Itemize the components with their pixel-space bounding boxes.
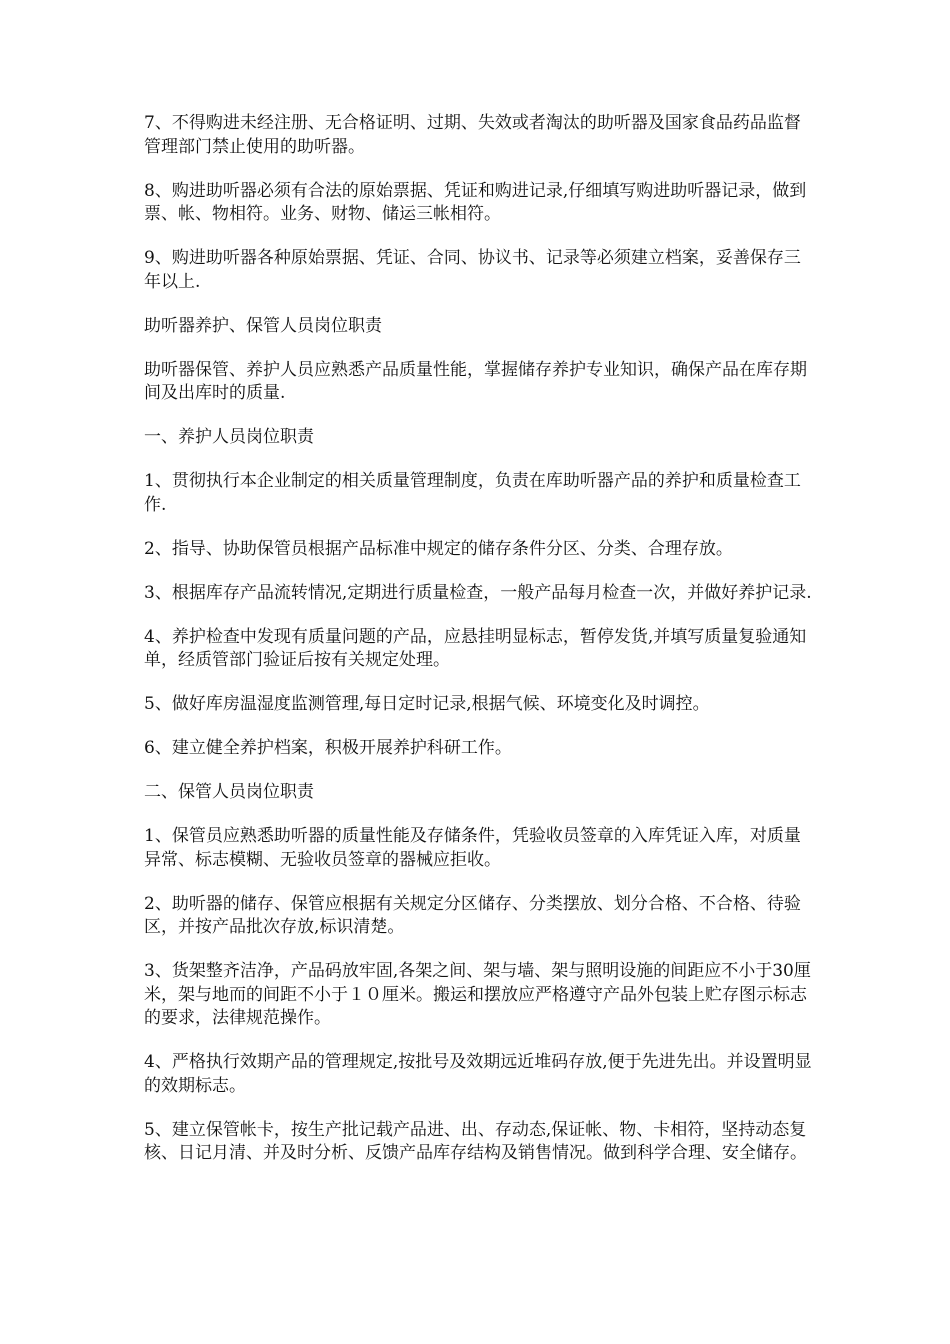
paragraph-custody-4: 4、严格执行效期产品的管理规定,按批号及效期远近堆码存放,便于先进先出。并设置明显的效期标志。 xyxy=(144,1052,812,1096)
paragraph-custody-5: 5、建立保管帐卡，按生产批记载产品进、出、存动态,保证帐、物、卡相符，坚持动态复核、日记月清、并及时分析、反馈产品库存结构及销售情况。做到科学合理、安全储存。 xyxy=(144,1119,807,1163)
document-page xyxy=(144,112,812,1186)
paragraph-maintenance-1: 1、贯彻执行本企业制定的相关质量管理制度，负责在库助听器产品的养护和质量检查工作. xyxy=(144,471,801,515)
paragraph-item-8-purchase-records: 8、购进助听器必须有合法的原始票据、凭证和购进记录,仔细填写购进助听器记录，做到票、帐、物相符。业务、财物、储运三帐相符。 xyxy=(144,180,807,224)
paragraph-maintenance-3: 3、根据库存产品流转情况,定期进行质量检查，一般产品每月检查一次，并做好养护记录. xyxy=(144,582,812,603)
paragraph-custody-3: 3、货架整齐洁净，产品码放牢固,各架之间、架与墙、架与照明设施的间距应不小于30厘米，架与地而的间距不小于１０厘米。搬运和摆放应严格遵守产品外包装上贮存图示标志的要求，法律规范操作。 xyxy=(144,961,811,1028)
paragraph-maintenance-4: 4、养护检查中发现有质量问题的产品，应悬挂明显标志，暂停发货,并填写质量复验通知单，经质管部门验证后按有关规定处理。 xyxy=(144,626,807,670)
section-heading-maintenance: 一、养护人员岗位职责 xyxy=(144,427,314,447)
paragraph-maintenance-6: 6、建立健全养护档案，积极开展养护科研工作。 xyxy=(144,738,512,758)
paragraph-custody-2: 2、助听器的储存、保管应根据有关规定分区储存、分类摆放、划分合格、不合格、待验区，并按产品批次存放,标识清楚。 xyxy=(144,893,801,937)
paragraph-maintenance-5: 5、做好库房温湿度监测管理,每日定时记录,根据气候、环境变化及时调控。 xyxy=(144,694,710,714)
section-heading-duties: 助听器养护、保管人员岗位职责 xyxy=(144,315,382,336)
paragraph-maintenance-2: 2、指导、协助保管员根据产品标准中规定的储存条件分区、分类、合理存放。 xyxy=(144,538,733,559)
paragraph-item-9-archive: 9、购进助听器各种原始票据、凭证、合同、协议书、记录等必须建立档案，妥善保存三年以上. xyxy=(144,248,801,292)
section-heading-custody: 二、保管人员岗位职责 xyxy=(144,782,314,802)
paragraph-intro: 助听器保管、养护人员应熟悉产品质量性能，掌握储存养护专业知识，确保产品在库存期间及出库时的质量. xyxy=(144,359,807,403)
paragraph-item-7-no-unregistered: 7、不得购进未经注册、无合格证明、过期、失效或者淘汰的助听器及国家食品药品监督管理部门禁止使用的助听器。 xyxy=(144,113,801,157)
paragraph-custody-1: 1、保管员应熟悉助听器的质量性能及存储条件，凭验收员签章的入库凭证入库，对质量异常、标志模糊、无验收员签章的器械应拒收。 xyxy=(144,826,801,870)
